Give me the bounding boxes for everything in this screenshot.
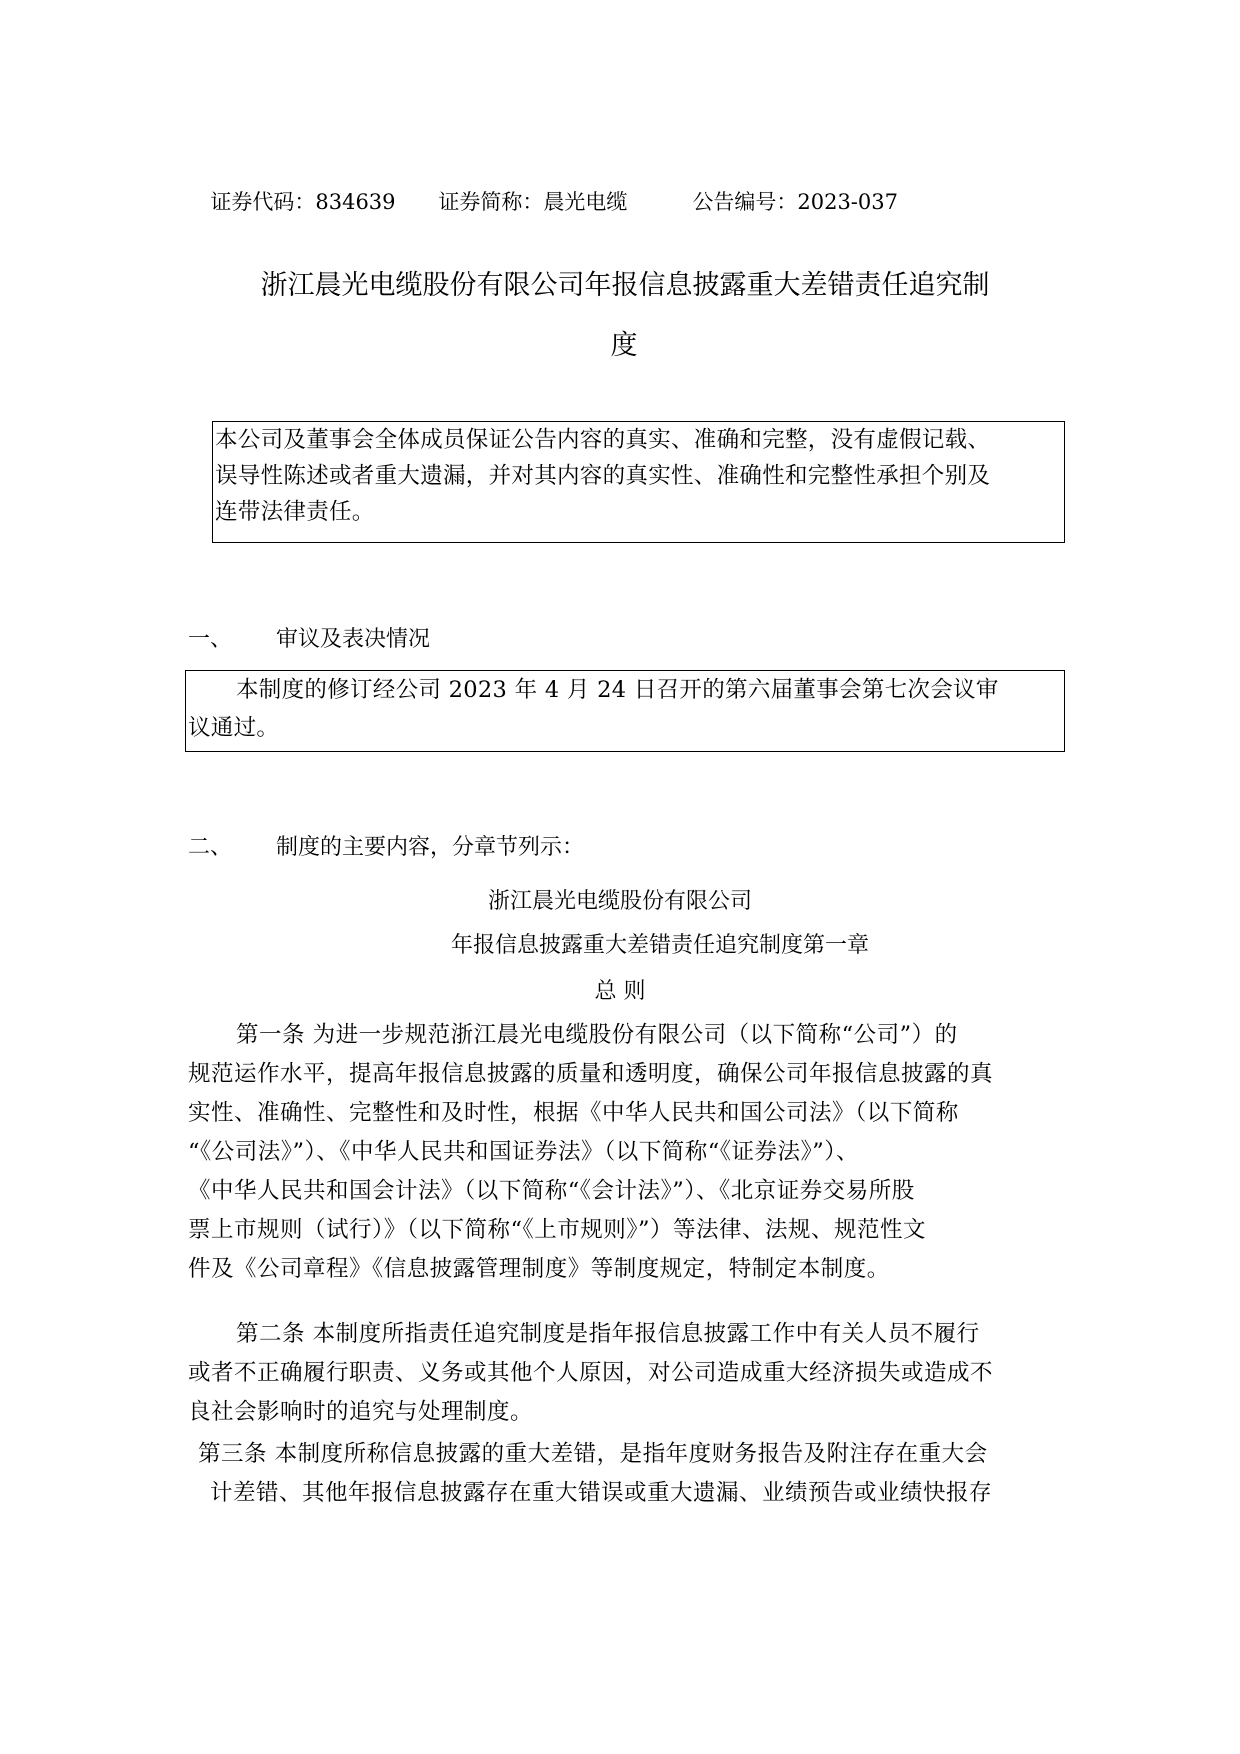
security-code: 证券代码：834639 (210, 190, 396, 214)
section-1-title: 审议及表决情况 (276, 627, 431, 652)
article-line: 良社会影响时的追究与处理制度。 (188, 1399, 534, 1425)
section-2-title: 制度的主要内容，分章节列示： (276, 835, 585, 860)
disclaimer-line: 连带法律责任。 (215, 499, 375, 525)
chapter-name: 总 则 (594, 979, 646, 1004)
article-line: 或者不正确履行职责、义务或其他个人原因，对公司造成重大经济损失或造成不 (188, 1360, 994, 1386)
section-1-heading (188, 622, 430, 653)
article-line: 件及《公司章程》《信息披露管理制度》等制度规定，特制定本制度。 (188, 1256, 890, 1282)
article-3 (198, 1435, 1073, 1513)
security-abbreviation: 证券简称：晨光电缆 (438, 190, 628, 214)
notice-number: 公告编号：2023-037 (692, 190, 898, 214)
chapter-title: 年报信息披露重大差错责任追究制度第一章 (450, 933, 869, 958)
article-line: 实性、准确性、完整性和及时性，根据《中华人民共和国公司法》（以下简称 (188, 1100, 959, 1126)
announcement-header (197, 162, 898, 216)
review-text-line: 本制度的修订经公司 2023 年 4 月 24 日召开的第六届董事会第七次会议审 (236, 677, 999, 703)
article-2 (188, 1315, 1068, 1432)
article-1 (188, 1016, 1068, 1289)
article-line: “《公司法》”）、《中华人民共和国证券法》（以下简称“《证券法》”）、 (188, 1139, 860, 1165)
article-line: 《中华人民共和国会计法》（以下简称“《会计法》”）、《北京证券交易所股 (188, 1178, 915, 1204)
article-line: 计差错、其他年报信息披露存在重大错误或重大遗漏、业绩预告或业绩快报存 (210, 1480, 993, 1506)
review-text-line: 议通过。 (188, 715, 280, 741)
title-line-1: 浙江晨光电缆股份有限公司年报信息披露重大差错责任追究制 (260, 270, 990, 301)
disclaimer-box (212, 421, 1065, 543)
review-box (185, 670, 1065, 752)
title-line-2: 度 (610, 330, 638, 361)
article-line: 规范运作水平，提高年报信息披露的质量和透明度，确保公司年报信息披露的真 (188, 1061, 994, 1087)
document-title (0, 263, 1240, 302)
document-title-continued (0, 323, 1240, 362)
regulation-company: 浙江晨光电缆股份有限公司 (487, 889, 752, 914)
article-line: 第一条 为进一步规范浙江晨光电缆股份有限公司（以下简称“公司”）的 (236, 1022, 958, 1048)
article-line: 第二条 本制度所指责任追究制度是指年报信息披露工作中有关人员不履行 (236, 1321, 980, 1347)
disclaimer-line: 本公司及董事会全体成员保证公告内容的真实、准确和完整，没有虚假记载、 (215, 427, 991, 453)
section-2-heading (188, 830, 584, 861)
article-line: 票上市规则（试行）》（以下简称“《上市规则》”）等法律、法规、规范性文 (188, 1217, 927, 1243)
disclaimer-line: 误导性陈述或者重大遗漏，并对其内容的真实性、准确性和完整性承担个别及 (215, 463, 991, 489)
section-1-number: 一、 (188, 627, 233, 652)
section-2-number: 二、 (188, 835, 233, 860)
article-line: 第三条 本制度所称信息披露的重大差错，是指年度财务报告及附注存在重大会 (198, 1441, 988, 1467)
